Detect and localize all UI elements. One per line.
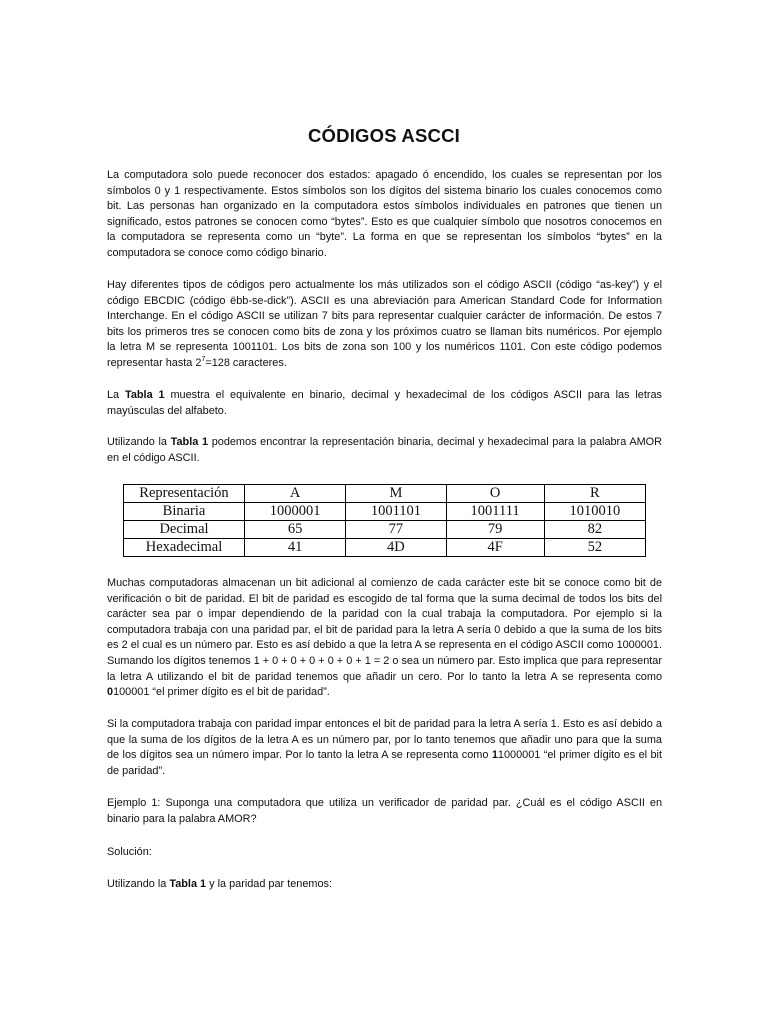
text-fragment: 1000001 “el primer dígito es el bit de paridad”. bbox=[107, 749, 662, 777]
codes-paragraph bbox=[107, 278, 662, 372]
table-header-cell: R bbox=[544, 485, 645, 503]
table-row bbox=[124, 503, 646, 521]
exponent: 7 bbox=[201, 355, 206, 363]
text-fragment: La bbox=[107, 389, 125, 401]
text-fragment: podemos encontrar la representación binaria, decimal y hexadecimal para la palabra AMOR en el código ASCII. bbox=[107, 436, 662, 464]
table-reference-paragraph bbox=[107, 388, 662, 419]
parity-bit: 1 bbox=[491, 749, 498, 762]
table-row bbox=[124, 539, 646, 557]
table-cell: Binaria bbox=[124, 503, 245, 521]
text-fragment: muestra el equivalente en binario, decimal y hexadecimal de los códigos ASCII para las letras mayúsculas del alfabeto. bbox=[107, 389, 662, 417]
ascii-table bbox=[123, 484, 646, 557]
table-cell: 4D bbox=[346, 539, 446, 557]
table-header-cell: A bbox=[245, 485, 346, 503]
table-cell: 1010010 bbox=[544, 503, 645, 521]
table-row bbox=[124, 521, 646, 539]
example-paragraph: Ejemplo 1: Suponga una computadora que utiliza un verificador de paridad par. ¿Cuál es el código ASCII en binario para la palabra AMOR? bbox=[107, 797, 662, 825]
table-cell: 1000001 bbox=[245, 503, 346, 521]
closing-paragraph bbox=[107, 877, 662, 893]
table-reference: Tabla 1 bbox=[169, 878, 207, 890]
intro-paragraph: La computadora solo puede reconocer dos estados: apagado ó encendido, los cuales se representan por los símbolos 0 y 1 respectivamente. Estos símbolos son los dígitos del sistema binario los cuales conocemos como bit. Las personas han organizado en la computadora estos símbolos individuales en patrones que tienen un significado, estos patrones se conocen como “bytes”. Esto es que cualquier símbolo que nosotros conocemos en la computadora se representa como un “byte”. La forma en que se representan los símbolos “bytes” en la computadora se conoce como código binario. bbox=[107, 169, 662, 259]
codes-text: Hay diferentes tipos de códigos pero actualmente los más utilizados son el código ASCII (código “as-key”) y el código EBCDIC (código ëbb-se-dick”). ASCII es una abreviación para American Standard Code for Information Interchange. En el código ASCII se utilizan 7 bits para representar cualquier carácter de información. De estos 7 bits los primeros tres se conocen como bits de zona y los próximos cuatro se llaman bits numéricos. Por ejemplo la letra M se representa 1001101. Los bits de zona son 100 y los numéricos 1101. Con este código podemos representar hasta 2 bbox=[107, 279, 662, 369]
table-cell: 1001111 bbox=[446, 503, 544, 521]
table-cell: 4F bbox=[446, 539, 544, 557]
table-header-row bbox=[124, 485, 646, 503]
text-fragment: 100001 “el primer dígito es el bit de paridad”. bbox=[113, 686, 330, 699]
table-header-cell: O bbox=[446, 485, 544, 503]
table-cell: 79 bbox=[446, 521, 544, 539]
table-cell: Decimal bbox=[124, 521, 245, 539]
table-cell: 1001101 bbox=[346, 503, 446, 521]
table-header-cell: Representación bbox=[124, 485, 245, 503]
page-title: CÓDIGOS ASCCI bbox=[308, 125, 460, 146]
table-cell: 41 bbox=[245, 539, 346, 557]
table-cell: Hexadecimal bbox=[124, 539, 245, 557]
table-cell: 65 bbox=[245, 521, 346, 539]
table-cell: 52 bbox=[544, 539, 645, 557]
table-reference: Tabla 1 bbox=[125, 389, 165, 401]
codes-text-end: =128 caracteres. bbox=[205, 356, 287, 369]
table-header-cell: M bbox=[346, 485, 446, 503]
table-reference: Tabla 1 bbox=[170, 436, 209, 448]
text-fragment: Si la computadora trabaja con paridad impar entonces el bit de paridad para la letra A sería 1. Esto es así debido a que la suma de los dígitos de la letra A es un número par, por lo tanto tenemos que añadir uno para que la suma de los dígitos sea un número impar. Por lo tanto la letra A se representa como bbox=[107, 718, 662, 762]
text-fragment: Utilizando la bbox=[107, 436, 171, 448]
table-cell: 82 bbox=[544, 521, 645, 539]
odd-parity-paragraph bbox=[107, 717, 662, 779]
solution-label: Solución: bbox=[107, 846, 152, 858]
text-fragment: Muchas computadoras almacenan un bit adicional al comienzo de cada carácter este bit se conoce como bit de verificación o bit de paridad. El bit de paridad es escogido de tal forma que la suma decimal de todos los bits del carácter sea par o impar dependiendo de la paridad con la cual trabaja la computadora. Por ejemplo si la computadora trabaja con una paridad par, el bit de paridad para la letra A sería 0 debido a que la suma de los bits es 2 el cual es un número par. Esto es así debido a que la letra A se representa en el código ASCII como 1000001. Sumando los dígitos tenemos 1 + 0 + 0 + 0 + 0 + 0 + 1 = 2 o sea un número par. Esto implica que para representar la letra A utilizando el bit de paridad tenemos que añadir un cero. Por lo tanto la letra A se representa como bbox=[107, 577, 662, 683]
text-fragment: y la paridad par tenemos: bbox=[206, 878, 332, 890]
table-cell: 77 bbox=[346, 521, 446, 539]
amor-paragraph bbox=[107, 435, 662, 466]
parity-bit: 0 bbox=[107, 686, 114, 699]
parity-paragraph bbox=[107, 576, 662, 701]
text-fragment: Utilizando la bbox=[107, 878, 170, 890]
